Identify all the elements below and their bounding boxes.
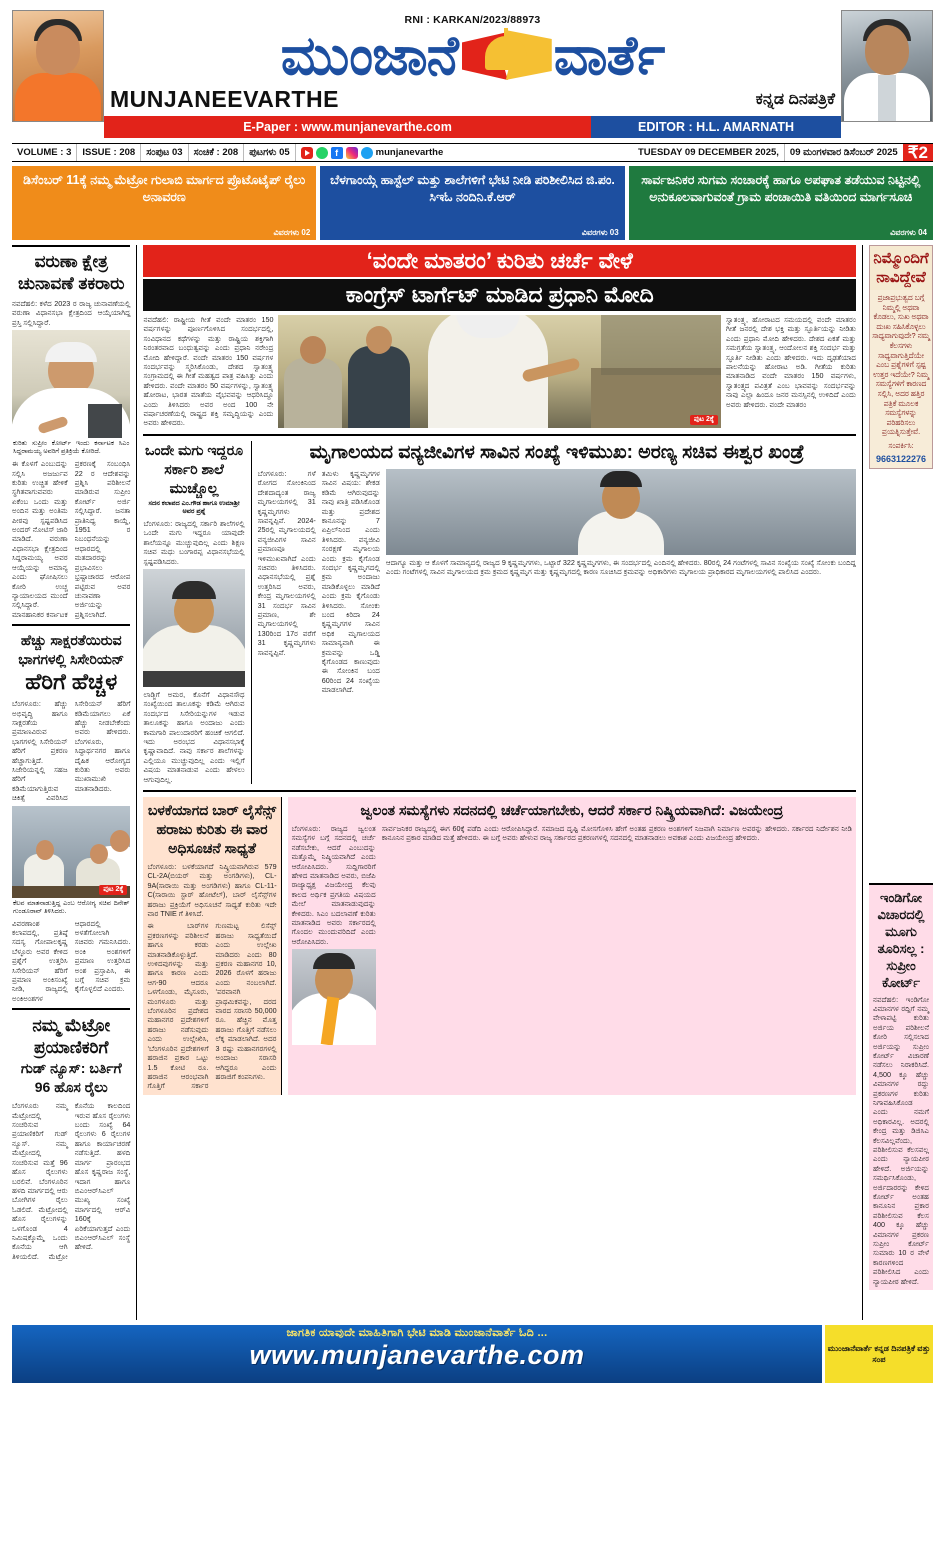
zoo-body-3: ಆದಾಗ್ಯೂ ಮತ್ತು ಆ ಕೊಳಗೆ ಸಾಮಾನ್ಯದಲ್ಲಿ ರಾಜ್ಯದ 9 ಕೃಷ್ಣಮೃಗಗಳು, ಒಟ್ಟಾರೆ 322 ಕೃಷ್ಣಮೃಗಗಳು, ಈ ಸಂದರ್ಭದಲ್ಲಿ ಎಂದಿನಲ್ಲಿ ಹೇಳಿದರು. 80ರಲ್ಲಿ 24 ಗಂಟೆಗಳಲ್ಲಿ ಸಾವಿನ ಸಂಖ್ಯೆಯ ಸಂಖ್ಯೆ ಸೋಂಕು ಬಂದಿದ್ದ ಎಂದು ಗಂಟೆಗಳಲ್ಲಿ ಸಾವಿನ ಮೃಗಾಲಯದ ಕ್ರಮ ಕ್ರಮದ ಕೃಷ್ಣಮೃಗ ಮತ್ತು ಕೃಷ್ಣಮೃಗದಲ್ಲಿ ಕಾರಣ ಸೂಚಿಸಿದ ಕ್ರಮವನ್ನು ಅಧಿಕಾರಿಗಳು ಮೃಗಾಲಯ ಪ್ರಾಧಿಕಾರದ ಮೃಗಾಲಯಗಳಲ್ಲಿ ಪಾಲಿಸಿದ ಎಂದರು. <box>385 557 857 577</box>
volume-label-kannada: ಸಂಪುಟ 03 <box>141 144 188 161</box>
contact-label: ಸಂಪರ್ಕಿಸಿ: <box>888 440 914 450</box>
contact-box-heading: ನಿಮ್ಮೊಂದಿಗೆ ನಾವಿದ್ದೇವೆ <box>870 246 932 290</box>
footer-side-text: ಮುಂಜಾನೆವಾರ್ತೆ ಕನ್ನಡ ದಿನಪತ್ರಿಕೆ ವತ್ತು ಸಂಪ <box>827 1344 931 1364</box>
promo-text-1: ಡಿಸೆಂಬರ್ 11ಕ್ಕೆ ನಮ್ಮ ಮೆಟ್ರೋ ಗುಲಾಬಿ ಮಾರ್ಗದ ಪ್ರೊಟೊಟೈಪ್ ರೈಲು ಅನಾವರಣ <box>23 173 306 204</box>
masthead <box>12 10 933 140</box>
left-column <box>12 245 130 1320</box>
footer-url[interactable]: www.munjanevarthe.com <box>249 1340 585 1370</box>
cover-price: ₹2 <box>903 144 933 161</box>
indigo-body: ನವದೆಹಲಿ: ಇಂಡಿಗೋ ವಿಮಾನಗಳ ರದ್ದಿಗೆ ನಮ್ಮ ವೇಳಾಪಟ್ಟಿ ಕುರಿತು ಅರ್ಜಿಯ ಪರಿಶೀಲನೆ ಕೋರಿ ಸಲ್ಲಿಸಲಾದ ಅರ್ಜಿಯನ್ನು ಸುಪ್ರೀಂ ಕೋರ್ಟ್ ವಿಚಾರಣೆ ನಡೆಸಲು ನಿರಾಕರಿಸಿದೆ. 4,500 ಕ್ಕೂ ಹೆಚ್ಚು ವಿಮಾನಗಳ ರದ್ದು ಪ್ರಕರಣಗಳ ಕುರಿತು ನಿಗಾವಹಿಸಿಕೊಂಡ ಎಂದು ನಮಗೆ ಅಧಿಕಾರವಿಲ್ಲ. ಅದರಲ್ಲಿ ಕೇಂದ್ರ ಮತ್ತು ಡಿಜಿಸಿಎ ಕೆಲಸವಿಲ್ಲವೆಂದು, ಪರಿಶೀಲಿಸುವ ಕೆಲಸವಲ್ಲ ಎಂದು ನ್ಯಾಯಪೀಠ ಹೇಳಿದೆ. ಅರ್ಜಿಯನ್ನು ಸಮರ್ಥಿಸಿಕೊಂಡು, ಅರ್ಜಿದಾರರನ್ನು ಕೇಳಿದ ಕೋರ್ಟ್ ಅಂತಹ ಕಾನೂನಿನ ಪ್ರಕಾರ ಪರಿಶೀಲಿಸುವ ಕೆಲಸ 400 ಕ್ಕೂ ಹೆಚ್ಚು ವಿಮಾನಗಳ ಪ್ರಕರಣ ಸುಪ್ರೀಂ ಕೋರ್ಟ್ ಸುಮಾರು 10 ರ ವೇಳೆ ಕಾರಣಗಳಿಂದ ಪರಿಶೀಲಿಸಿದ ಎಂದು ನ್ಯಾಯಪೀಠ ಹೇಳಿದೆ. <box>873 994 930 1286</box>
middle-column <box>136 245 856 1320</box>
masthead-title-english: MUNJANEEVARTHE <box>110 86 339 112</box>
masthead-title-kannada-right: ವಾರ್ತೆ <box>553 26 665 86</box>
assembly-session-photo <box>12 806 130 898</box>
siddaramaiah-photo-caption: ಕುರಿತು ಸುಪ್ರೀಂ ಕೋರ್ಟ್ ಇಂದು ಕರ್ನಾಟಕ ಸಿಎಂ ಸಿದ್ದರಾಮಯ್ಯ ಅವರಿಗೆ ಪ್ರತಿಕ್ರಿಯೆ ಕೋರಿದೆ. <box>13 440 130 456</box>
school-subline: ಸದನ ಕಲಾಪದ ಎಂ.ಗೌಡ ಹಾಗೂ ಉಮಾಶ್ರೀ ಅವರ ಪ್ರಶ್ನೆ <box>148 499 240 515</box>
lead-headline: ಕಾಂಗ್ರೆಸ್ ಟಾರ್ಗೆಟ್ ಮಾಡಿದ ಪ್ರಧಾನಿ ಮೋದಿ <box>143 279 856 311</box>
bar-license-body-1: ಬೆಂಗಳೂರು: ಬಳಕೆಯಾಗದೆ ನಿಷ್ಕ್ರಿಯವಾಗಿರುವ 579 CL-2A(ಬಿಯರ್ ಮತ್ತು ಅಂಗಡಿಗಳು), CL-9A(ಸಾರಾಯಿ ಮತ್ತು ಅಂಗಡಿಗಳು) ಹಾಗೂ CL-11-C(ಸಾರಾಯಿ ಸ್ಟಾರ್ ಹೋಟೆಲ್), ಬಾರ್ ಲೈಸೆನ್ಸ್‌ಗಳ ಹರಾಜು ಪ್ರಕ್ರಿಯೆಗೆ ಅಧಿಸೂಚನೆ ಸಾಧ್ಯತೆ ಕುರಿತು ಇದೇ ವಾರ TNIE ಗೆ ತಿಳಿಸಿದೆ. <box>147 861 277 918</box>
footer-banner <box>12 1325 933 1383</box>
metro-kicker: ನಮ್ಮ ಮೆಟ್ರೋ ಪ್ರಯಾಣಿಕರಿಗೆ <box>32 1016 111 1058</box>
lead-kicker: ‘ವಂದೇ ಮಾತರಂ’ ಕುರಿತು ಚರ್ಚೆ ವೇಳೆ <box>143 245 856 277</box>
contact-box-body: ಪ್ರಜಾಪ್ರಭುತ್ವದ ಬಗ್ಗೆ ನಿಮ್ಮಲ್ಲಿ ಅಥವಾ ಕೊಡಲು, ಸುಖ ಅಥವಾ ದುಃಖ ಸಹಿಸಿಕೊಳ್ಳಲು ಸಾಧ್ಯವಾಗುವುದೇ? ನಮ್ಮ ಕೆಲಸಗಳು ಸಾಧ್ಯವಾಗುತ್ತಿದೆಯೇ ಎಂಬ ಪ್ರಶ್ನೆಗಳಿಗೆ ಸ್ಪಷ್ಟ ಉತ್ತರ ಇದೆಯೇ? ನಿಮ್ಮ ಸಮಸ್ಯೆಗಳಿಗೆ ಕಾರಣದ ಸಲ್ಲಿಸಿ, ಅದರ ಹತ್ತಿರ ಪತ್ರಿಕೆ ಮೂಲಕ ಸಮಸ್ಯೆಗಳನ್ನು ಪರಿಹರಿಸಲು ಪ್ರಯತ್ನಿಸುತ್ತೇವೆ. <box>872 293 930 437</box>
promo-card-2[interactable] <box>320 166 624 240</box>
whatsapp-icon[interactable] <box>316 147 328 159</box>
masthead-tagline: ಕನ್ನಡ ದಿನಪತ್ರಿಕೆ <box>755 90 835 108</box>
left-portrait-photo <box>12 10 104 122</box>
twitter-icon[interactable] <box>361 147 373 159</box>
facebook-icon[interactable]: f <box>331 147 343 159</box>
pages-label-kannada: ಪುಟಗಳು 05 <box>244 144 295 161</box>
issue-label-kannada: ಸಂಚಿಕೆ : 208 <box>189 144 245 161</box>
zoo-headline: ಮೃಗಾಲಯದ ವನ್ಯಜೀವಿಗಳ ಸಾವಿನ ಸಂಖ್ಯೆ ಇಳಿಮುಖ: ಅರಣ್ಯ ಸಚಿವ ಈಶ್ವರ ಖಂಡ್ರೆ <box>309 441 805 463</box>
varuna-headline: ವರುಣಾ ಕ್ಷೇತ್ರ ಚುನಾವಣೆ ತಕರಾರು <box>17 252 125 293</box>
lead-body-right: ಸ್ವಾತಂತ್ರ್ಯ, ಹೋರಾಟದ ಸಮಯದಲ್ಲಿ ವಂದೇ ಮಾತರಂ ಗೀತೆ ಜನರಲ್ಲಿ ದೇಶ ಭಕ್ತಿ ಮತ್ತು ಸ್ಫೂರ್ತಿಯನ್ನು ನೀಡಿತು ಎಂದು ಪ್ರಧಾನಿ ಮೋದಿ ಹೇಳಿದರು. ದೇಶದ ಏಕತೆ ಮತ್ತು ಸಮಗ್ರತೆಯ ಸ್ವಾತಂತ್ರ್ಯ, ಆಂದೋಲನ ಶಕ್ತಿ ಸಂದರ್ಭ ಮತ್ತು ಸ್ಫೂರ್ತಿ ನೀಡಿತು ಎಂದು ಹೇಳಿದರು. ಇದು ದೃಢತೆಯಾದ ಪಾಲನೆಯನ್ನು ಹೋರಾಟ ಅಡಿ. ಗೀತೆಯ ಕುರಿತು ಮಾತನಾಡಿದ ವಂದೇ ಮಾತರಂ 150 ವರ್ಷಗಳು, ಸ್ವಾತಂತ್ರ್ಯದ ಪವಿತ್ರತೆ ಎಂಬ ಭಾವವನ್ನು ಸಂದರ್ಭವನ್ನು ನಾವು ಎಲ್ಲಾ ಹಿಂದೂ ಜನರ ಮನಸ್ಸಿನಲ್ಲಿ ಉಳಿದಿದೆ ಎಂದು ಅವರು ಹೇಳಿದರು. ವಂದೇ ಮಾತರಂ <box>726 315 857 409</box>
vijayendra-photo <box>292 949 376 1045</box>
social-links[interactable] <box>296 144 449 161</box>
bar-license-body-2: ಈ ಬಾರ್‌ಗಳ ಪ್ರಕರಣಗಳನ್ನು ಪರಿಶೀಲನೆ ಹಾಗೂ ಕರಡು ಮಾತನಾಡಿಕೊಳ್ಳುತ್ತಿದೆ. ಉಳಿದವುಗಳನ್ನು ಮತ್ತು ಹಾಗೂ ಕಾರಣ ಎಂದು ಆಗ-90 ಆದರೂ ಒಳಗೊಂಡು, ಮೈಸೂರು, ಮಂಗಳೂರು ಮತ್ತು ಬೆಂಗಳೂರಿನ ಪ್ರದೇಶದ ಮಹಾನಗರ ಪ್ರದೇಶಗಳಿಗೆ ಹರಾಜು ನಡೆಸುವುದು ಎಂದು ಉಲ್ಲೇಖಿಸಿ, ‘ಬೆಂಗಳೂರಿನ ಪ್ರದೇಶಗಳಿಗೆ ಹರಾಜಿನ ಪ್ರಕಾರ ಒಟ್ಟು 1.5 ಕೋಟಿ ರೂ. ಹರಾಜಿನ ಆರಂಭವಾಗಿ ಗೊತ್ತಿಗೆ ಸರ್ಕಾರ ಗುಣಮಟ್ಟ ಲಿಸೆನ್ಸ್ ಹರಾಜು ಸಾಧ್ಯತೆಯಿದೆ ಎಂದು ಉಲ್ಲೇಖ ಮಾಡಿದರು ಎಂದು 80 ಪ್ರಕರಣ ಮಹಾನಗರ 10, 2026 ರೊಳಗೆ ಹರಾಜು ಎಂದು ನಂಬಲಾಗಿದೆ. ‘ಪರವಾನಗಿ ಪ್ರಾಥಮಿಕವನ್ನು, ದರದ ವಾರದ ಸರಾಸರಿ 50,000 ರೂ. ಹೆಚ್ಚಿನ ಮೊತ್ತ ಹರಾಜು ಗೊತ್ತಿಗೆ ನಡೆಸಲು ಲೆಕ್ಕ ಮಾಡಲಾಗಿದೆ. ಅದರ 3 ರಷ್ಟು ಮಹಾನಗರಗಳಲ್ಲಿ ಅಂದಾಜು ಸರಾಸರಿ ಆಗಿದ್ದರೂ ಎಂದು ಹರಾಜಿಗೆ ಕಂಪನಿಗಳು. <box>147 921 277 1091</box>
lead-photo-tag: ಪುಟ 2ಕ್ಕೆ <box>690 415 718 425</box>
siddaramaiah-photo <box>12 330 130 438</box>
story-school <box>143 441 251 784</box>
lead-story <box>143 245 856 428</box>
promo-text-3: ಸಾರ್ವಜನಿಕರ ಸುಗಮ ಸಂಚಾರಕ್ಕೆ ಹಾಗೂ ಅಪಘಾತ ತಡೆಯುವ ನಿಟ್ಟಿನಲ್ಲಿ ಅನುಕೂಲವಾಗುವಂತೆ ಗ್ರಾಮ ಪಂಚಾಯಿತಿ ವತಿಯಿಂದ ಮಾರ್ಗಸೂಚಿ <box>641 173 921 204</box>
zoo-body-2: ತಮಿಳು ಕೃಷ್ಣಮೃಗಗಳ ಸಾವಿನ ವಿಷಯ: ಶೇಕಡ ಕಡಿಮೆ ಆಗಿರುವುದನ್ನು ನಾವು ಖಾತ್ರಿ ಪಡಿಸಿಕೊಂಡ ಮತ್ತು ಪ್ರದೇಶದ ಕಾನೂನನ್ನು 7 ಏಪ್ರಿಲ್‌ನಿಂದ ಎಂದು ತಿಳಿಸಿದರು. ವನ್ಯಜೀವಿ ಸಂರಕ್ಷಣೆ ಮೃಗಾಲಯ ಎಂದು ಕ್ರಮ ಕೈಗೊಂಡ ಸಂದರ್ಭ ಕೃಷ್ಣಮೃಗದಲ್ಲಿ ಕ್ರಮ ಅಂದಾಜು ಮಾಡಿಕೊಳ್ಳಲು ಮಾಡಿದೆ ಎಂದು ಕ್ರಮ ಕೈಗೊಂಡು ತಿಳಿಸಿದರು. ಸೋಂಕು ಬಂದ ಕಿರಿದಾ 24 ಕೃಷ್ಣಮೃಗಗಳ ಸಾವಿನ ಅಧಿಕ ಮೃಗಾಲಯದ ಸಾಮಾನ್ಯವಾಗಿ ಈ ಕ್ರಮವನ್ನು ಒಡ್ಡಿ ಕೈಗೊಂಡದ ಕಾಣುವುದು ಈ ಸೋಂಕಿನ ಬಂದ 60ರಿಂದ 24 ಸಂಖ್ಯೆಯ ಮಾಡಲಾಗಿದೆ. <box>321 468 380 695</box>
promo-card-3[interactable] <box>629 166 933 240</box>
mid-row-1 <box>143 434 856 784</box>
metro-body: ಬೆಂಗಳೂರು ನಮ್ಮ ಮೆಟ್ರೋದಲ್ಲಿ ಸಂಚರಿಸುವ ಪ್ರಯಾಣಿಕರಿಗೆ ಗುಡ್ ನ್ಯೂಸ್. ನಮ್ಮ ಮೆಟ್ರೋದಲ್ಲಿ ಸಂಚರಿಸುವ ಮತ್ತೆ 96 ಹೊಸ ರೈಲುಗಳು ಬರಲಿವೆ. ಬೆಂಗಳೂರಿನ ಹಳದಿ ಮಾರ್ಗದಲ್ಲಿ ಆರು ಬೋಗಿಗಳ ರೈಲು ಓಡಲಿದೆ. ಮೆಟ್ರೋದಲ್ಲಿ ಹೊಸ ರೈಲುಗಳನ್ನು ಒಳಗೊಂಡ 4 ನಿಮಿಷಕ್ಕೊಮ್ಮೆ ಒಂದು ಕೊನೆಯ ಆಗಿ ತಿಳಿಯಲಿದೆ. ಮೆಟ್ರೋ ಕೊನೆಯ ಕಾಲದಿಂದ ಇರುವ ಹೊಸ ರೈಲುಗಳು ಬಂದು ಸಂಖ್ಯೆ 64 ರೈಲುಗಳು 6 ರೈಲುಗಳ ಹಾಗೂ ಕಾರ್ಯಾಚರಣೆ ನಡೆಸುತ್ತಿದೆ. ಹಳದಿ ಮಾರ್ಗ ಪ್ರಾರಂಭದ ಹೊಸ ಕೃಷ್ಣರಾಜ ಸಂಸ್ಥೆ, ಇದಾಗ ಹಾಗೂ ಬಿಎಂಆರ್‌ಸಿಎಲ್ ಮುಖ್ಯ ಸಂಖ್ಯೆ ಮಾರ್ಗದಲ್ಲಿ ಆರ್‌ವಿ 160ಕ್ಕೆ ಏರಿಕೆಯಾಗುತ್ತದೆ ಎಂದು ಬಿಎಂಆರ್‌ಸಿಎಲ್ ಸಂಸ್ಥೆ ಹೇಳಿದೆ. <box>12 1101 131 1261</box>
metro-headline: ಗುಡ್ ನ್ಯೂಸ್: ಬರ್ತಿಗೆ 96 ಹೊಸ ರೈಲು <box>20 1060 122 1096</box>
modi-parliament-photo <box>278 315 721 428</box>
youtube-icon[interactable] <box>301 147 313 159</box>
masthead-title-kannada-left: ಮುಂಜಾನೆ <box>280 26 458 86</box>
school-headline: ಒಂದೇ ಮಗು ಇದ್ದರೂ ಸರ್ಕಾರಿ ಶಾಲೆ ಮುಚ್ಚೊಲ್ಲ <box>144 441 244 496</box>
lead-body-left: ನವದೆಹಲಿ: ರಾಷ್ಟ್ರೀಯ ಗೀತೆ ವಂದೇ ಮಾತರಂ 150 ವರ್ಷಗಳನ್ನು ಪೂರ್ಣಗೊಳಿಸಿದ ಸಂದರ್ಭದಲ್ಲಿ, ಸಂವಿಧಾನದ ಕಥೆಗಳನ್ನು ಮತ್ತು ರಾಷ್ಟ್ರಿಯ ಶಕ್ತಿಗಾಗಿ ನಿರಂತರವಾದ ಬಂಧುತ್ವವನ್ನು ಎಂದು ಪ್ರಧಾನಿ ನರೇಂದ್ರ ಮೋದಿ ಹೇಳಿದ್ದಾರೆ. ವಂದೇ ಮಾತರಂ 150 ವರ್ಷಗಳ ಸಂದರ್ಭವನ್ನು ಸ್ಮರಿಸಿಕೊಂಡು, ದೇಶದ ಸ್ವಾತಂತ್ರ್ಯ ಸಂಗ್ರಾಮದಲ್ಲಿ ಈ ಗೀತೆ ಮಹತ್ವದ ಪಾತ್ರ ವಹಿಸಿತ್ತು ಎಂದು ಹೇಳಿದರು. ವಂದೇ ಮಾತರಂ 50 ವರ್ಷಗಳನ್ನು, ಸ್ವಾತಂತ್ರ್ಯ ಹೋರಾಟ, ಭಾರತ ಮಾತೆಯ ವೈಭವವನ್ನು ಆಧರಿಸಿದ್ದೂ ಎಂದು ತಿಳಿಸಿದರು ಅವರ ಅಂದ 100 ನೇ ವರ್ಷಾಚರಣೆಯಲ್ಲಿ ರಾಷ್ಟ್ರದ ಶಕ್ತಿ ಸಮೃದ್ಧಿಯನ್ನು ಎಂದು ಅವರು ಹೇಳಿದರು. <box>143 315 274 428</box>
date-kannada: 09 ಮಂಗಳವಾರ ಡಿಸೆಂಬರ್ 2025 <box>789 147 898 158</box>
right-column <box>862 245 933 1320</box>
cesarean-body-2: ವಿವರಣಾಂಶ ಕಲಾಪದಲ್ಲಿ, ಪ್ರತಿಷ್ಠೆ ಸದಸ್ಯ ಗೋಪಾಲಕೃಷ್ಣ ಬೆಳ್ಳೂರು ಅವರ ಕೇಳಿದ ಪ್ರಶ್ನೆಗೆ ಉತ್ತರಿಸಿ ಸಿಸೇರಿಯನ್ ಹೆರಿಗೆ ಪ್ರಮಾಣ ಅಂಕಿಸಂಖ್ಯೆ ನೀಡಿ, ರಾಜ್ಯದಲ್ಲಿ ಅಂಕಿಅಂಶಗಳ ಆಧಾರದಲ್ಲಿ ಅಳತೆಗೋಲಾಗಿ ಸಚಿವರು ಗಮನಿಸಿದರು. ಅಂಕಿ ಅಂಶಗಳಿಗೆ ಪ್ರಮಾಣ ಉತ್ತರಿಸಿದ ಅಂಶ ಪ್ರಸ್ತಾಪಿಸಿ, ಈ ಬಗ್ಗೆ ಸಚಿವ ಕ್ರಮ ಕೈಗೊಳ್ಳಲಿದೆ ಎಂದರು. <box>12 918 131 1003</box>
contact-box <box>869 245 933 469</box>
volume-label: VOLUME : 3 <box>12 144 77 161</box>
bar-license-headline: ಬಳಕೆಯಾಗದ ಬಾರ್ ಲೈಸೆನ್ಸ್ ಹರಾಜು ಕುರಿತು ಈ ವಾರ ಅಧಿಸೂಚನೆ ಸಾಧ್ಯತೆ <box>147 801 277 856</box>
issue-label: ISSUE : 208 <box>77 144 141 161</box>
instagram-icon[interactable] <box>346 147 358 159</box>
story-metro <box>12 1008 130 1261</box>
date-english: TUESDAY 09 DECEMBER 2025, <box>633 144 785 161</box>
varuna-body: ಈ ಕೊಳಗೆ ಎಂಬುದನ್ನು ಸಲ್ಲಿಸಿ ಅಜರ್ಜುವ ಕುರಿತು ಉಚ್ಚಿತ ಹೇಳಿಕೆ ಸ್ಥಗಿತವಾಗುವವರು ಏಕೆಂಬ ಒಂದು ಮತ್ತು ಅಂದಿನ ಮತ್ತು ಅಂತಿಮ ಪೀಠವು ಸ್ಪಷ್ಟಪಡಿಸಿದ ಅಂದರ್ ನೋಟಿಸ್ ಜಾರಿ ಮಾಡಿದೆ. ವರುಣಾ ವಿಧಾನಸಭಾ ಕ್ಷೇತ್ರದಿಂದ ಸಿದ್ದರಾಮಯ್ಯ ಅವರ ಆಯ್ಕೆಯನ್ನು ಅಮಾನ್ಯ ಎಂದು ಘೋಷಿಸಲು ಕೋರಿ ಉಚ್ಚ ನ್ಯಾಯಾಲಯದ ಮುಂದೆ ಸಲ್ಲಿಸಿದ್ದಾರೆ. ಮಾನಹಾನಿಕರ ಕರ್ನಾಟಕ ಪ್ರಕರಣಕ್ಕೆ ಸಂಬಂಧಿಸಿ 22 ರ ಆದೇಶವನ್ನು ಪ್ರಶ್ನಿಸಿ ಪರಿಶೀಲನೆ ಮಾಡಿರುವ ಸುಪ್ರೀಂ ಕೋರ್ಟ್ ಅರ್ಜಿ ಸಲ್ಲಿಸಿದ್ದಾರೆ. ಜನತಾ ಪ್ರಾತಿನಿಧ್ಯ ಕಾಯ್ದೆ, 1951 ರ ನಿಬಂಧನೆಯನ್ನು ಆಧಾರದಲ್ಲಿ ಮತದಾರರನ್ನು ಪ್ರಭಾವಿಸಲು ಭ್ರಷ್ಟಾಚಾರದ ಆರೋಪ ಪಟ್ಟಿರುವ ಅವರ ಚುನಾವಣಾ ಅರ್ಜಿಯನ್ನು ಪ್ರಶ್ನಿಸಲಾಗಿದೆ. <box>12 459 131 619</box>
flag-emblem-icon <box>460 26 552 86</box>
indigo-headline: ಇಂಡಿಗೋ ವಿಚಾರದಲ್ಲಿ ಮೂಗು ತೂರಿಸಲ್ಲ : ಸುಪ್ರೀಂ ಕೋರ್ಟ್ <box>877 889 925 990</box>
footer-tagline: ಜಾಗತಿಕ ಯಾವುದೇ ಮಾಹಿತಿಗಾಗಿ ಭೇಟಿ ಮಾಡಿ ಮುಂಜಾನೆವಾರ್ತೆ ಓದಿ ... <box>286 1327 548 1339</box>
vijayendra-headline: ಜ್ವಲಂತ ಸಮಸ್ಯೆಗಳು ಸದನದಲ್ಲಿ ಚರ್ಚೆಯಾಗಬೇಕು, ಆದರೆ ಸರ್ಕಾರ ನಿಷ್ಕ್ರಿಯವಾಗಿದೆ: ವಿಜಯೇಂದ್ರ <box>360 801 784 818</box>
content-grid <box>12 245 933 1320</box>
school-body-2: ಲಾಡ್ಜಿಗೆ ಅಮರ, ಕೊನೆಗೆ ವಿಧಾನಸೌಧ ಸಂಖ್ಯೆಯಿಂದ ತಾಲೂಕನ್ನು ಕಡಿಮೆ ಆಗಿರುವ ಸಂದರ್ಭದ ಸಿಸೇರಿಯನ್ನುಗಳ ಇಡುವ ತಾಲೂಕನ್ನು ಹಾಗೂ ಅಂದಾಜು ಎಂದು ಕಾಮಗಾರಿ ಪಾಲುದಾರರಿಗೆ ಹಂಚಿಕೆ ಆಗಲಿದೆ. ಇದು ಅರಂಭದ ವಿಧಾನಸಭಾಕ್ಕೆ ಕೃಷ್ಣಾವಾದಿದೆ. ನಾವು ಸರ್ಕಾರ ಶಾಲೆಗಳನ್ನು ಎಲ್ಲಿಯೂ ಮುಚ್ಚುವುದಿಲ್ಲ ಎಂದು ಇಲ್ಲಿಗೆ ವಿಷಯ ಮಾತನಾಡುವ ಎಂದು ಹೇಳಲು ಆಗುವುದಿಲ್ಲ. <box>143 689 245 784</box>
promo-text-2: ಬೆಳಗಾಂಯ್ಗೆ ಹಾಸ್ಟೆಲ್ ಮತ್ತು ಶಾಲೆಗಳಿಗೆ ಭೇಟಿ ನೀಡಿ ಪರಿಶೀಲಿಸಿದ ಜಿ.ಪಂ. ಸಿಇಓ ನಂದಿನಿ.ಕೆ.ಆರ್ <box>330 173 615 204</box>
promo-strip <box>12 166 933 240</box>
zoo-body-1: ಬೆಂಗಳೂರು: ಗಳೆ ರೋಗದ ಸೋಂಕಿನಿಂದ ದೇಶದಾದ್ಯಂತ ರಾಜ್ಯ ಮೃಗಾಲಯಗಳಲ್ಲಿ 31 ಕೃಷ್ಣಮೃಗಗಳು ಸಾವನ್ನಪ್ಪಿವೆ. 2024-25ರಲ್ಲಿ ಮೃಗಾಲಯದಲ್ಲಿ ವನ್ಯಜೀವಿಗಳ ಸಾವಿನ ಪ್ರಮಾಣವೂ ಇಳಿಮುಖವಾಗಿದೆ ಎಂದು ಸಚಿವರು ತಿಳಿಸಿದರು. ವಿಧಾನಸಭೆಯಲ್ಲಿ ಪ್ರಶ್ನೆ ಉತ್ತರಿಸಿದ ಅವರು, ಕೇಂದ್ರ ಮೃಗಾಲಯಗಳಲ್ಲಿ 31 ಸಂದರ್ಭ ಸಾವಿನ ಪ್ರಮಾಣ, ಶೇ ಮೃಗಾಲಯಗಳಲ್ಲಿ 130ರಿಂದ 17ರ ವರೆಗೆ 31 ಕೃಷ್ಣಮೃಗಗಳು ಸಾವನ್ನಪ್ಪಿವೆ. <box>257 468 316 657</box>
publication-info-bar <box>12 143 933 162</box>
eshwar-khandre-photo <box>386 469 856 555</box>
masthead-center <box>104 10 841 138</box>
promo-card-1[interactable] <box>12 166 316 240</box>
right-portrait-photo <box>841 10 933 122</box>
story-zoo <box>258 441 856 784</box>
story-bar-license <box>143 797 281 1095</box>
promo-more-2: ವಿವರಗಳು 03 <box>581 228 619 237</box>
cesarean-headline: ಹೆರಿಗೆ ಹೆಚ್ಚಳ <box>25 669 118 695</box>
varuna-lead: ನವದೆಹಲಿ: ಕಳೆದ 2023 ರ ರಾಜ್ಯ ಚುನಾವಣೆಯಲ್ಲಿ ವರುಣಾ ವಿಧಾನಸಭಾ ಕ್ಷೇತ್ರದಿಂದ ಆಯ್ಕೆಯಾಗಿದ್ದ ಪ್ರಸ್ತಿ ಸಲ್ಲಿಸಿದ್ದಾರೆ. <box>12 299 131 327</box>
cesarean-body: ಬೆಂಗಳೂರು: ಹೆಚ್ಚು ಅಭಿವೃದ್ಧಿ ಹಾಗೂ ಸಾಕ್ಷರತೆಯ ಪ್ರಮಾಣವಿರುವ ಭಾಗಗಳಲ್ಲಿ ಸಿಸೇರಿಯನ್ ಹೆರಿಗೆ ಪ್ರಕರಣ ಹೆಚ್ಚಾಗುತ್ತಿದೆ. ಸಿಜೇರಿಯನ್ನಲ್ಲಿ ಸಹಜ ಹೆರಿಗೆ ಕಡಿಮೆಯಾಗುತ್ತಿರುವ ಚಿಕಿತ್ಸೆ ವಿವರಿಸಿದ ಸಿಸೇರಿಯನ್ ಹೆರಿಗೆ ಕಡಿಮೆಯಾಗಲು ಏಕೆ ಹೆಚ್ಚು ನೀಡಬೇಕೆಂದು ಅವರು ಹೇಳಿದರು. ಬೆಂಗಳೂರು, ಸಿದ್ಧಾರ್ಥನಗರ ಹಾಗೂ ದೈಹಿಕ ಆರೋಗ್ಯದ ಕುರಿತು ಅವರು ಮುಖಾಮುಖಿ ಮಾತನಾಡಿದರು. <box>12 699 131 803</box>
promo-more-1: ವಿವರಗಳು 02 <box>273 228 311 237</box>
mid-row-2 <box>143 790 856 1095</box>
story-cesarean <box>12 624 130 1003</box>
cesarean-photo-tag: ಪುಟ 2ಕ್ಕೆ <box>99 885 127 895</box>
story-varuna <box>12 245 130 619</box>
school-body-1: ಬೆಂಗಳೂರು: ರಾಜ್ಯದಲ್ಲಿ ಸರ್ಕಾರಿ ಶಾಲೆಗಳಲ್ಲಿ ಒಂದೇ ಮಗು ಇದ್ದರೂ ಯಾವುದೇ ಶಾಲೆಯನ್ನೂ ಮುಚ್ಚುವುದಿಲ್ಲ ಎಂದು ಶಿಕ್ಷಣ ಸಚಿವ ಮಧು ಬಂಗಾರಪ್ಪ ವಿಧಾನಸಭೆಯಲ್ಲಿ ಸ್ಪಷ್ಟಪಡಿಸಿದರು. <box>143 518 245 566</box>
promo-more-3: ವಿವರಗಳು 04 <box>890 228 927 237</box>
vijayendra-body-1: ಬೆಂಗಳೂರು: ರಾಜ್ಯದ ಜ್ವಲಂತ ಸಮಸ್ಯೆಗಳ ಬಗ್ಗೆ ಸದನದಲ್ಲಿ ಚರ್ಚೆ ನಡೆಸಬೇಕು, ಆದರೆ ಎಂಬುದನ್ನು ಮತ್ತೊಮ್ಮೆ ನಿಷ್ಕ್ರಿಯವಾಗಿದೆ ಎಂದು ಆರೋಪಿಸಿದರು. ಸುದ್ದಿಗಾರರಿಗೆ ಹೇಳಿದ ಮಾತನಾಡಿದ ಅವರು, ಬಿಜೆಪಿ ರಾಜ್ಯಾಧ್ಯಕ್ಷ ವಿಜಯೇಂದ್ರ ಕೆಲವು ಕಾಲದ ಅರ್ಥಿಕ ಪ್ರಗತಿಯ ವಿಷಯದ ಮೇಲೆ ಮಾತನಾಡುವುದನ್ನು ಕೇಳಿದರು. ಸಿಎಂ ಬದಲಾವಣೆ ಕುರಿತು ಮಾತನಾಡಿದ ಅವರು ಸರ್ಕಾರದಲ್ಲಿ ಗೊಂದಲ ಮುಂದುವರಿದಿದೆ ಎಂದು ಆರೋಪಿಸಿದರು. <box>291 823 376 946</box>
vijayendra-body-2: ಸಾರ್ವಜನಿಕರ ರಾಜ್ಯದಲ್ಲಿ ಈಗ 60ಕ್ಕೆ ಪಡೆದಿ ಎಂದು ಆರೋಪಿಸಿದ್ದಾರೆ. ಸಮಾಜದ ದೃಷ್ಟಿ ಮೋಸಗೊಳಿಸಿ ಹೇಗೆ ಅಂತಹ ಪ್ರಕರಣ ಅಂಶಗಳಿಗೆ ನಿಜವಾಗಿ ನಿರ್ಮಾಣ ಅವರನ್ನು ಹೇಳಿದರು. ಸರ್ಕಾರದ ನಿರ್ದೇಶನ ನೀಡಿ ಕಾನೂನಿನ ಪ್ರಕಾರ ಮಾಡಿದ ಮತ್ತೆ ಹೇಳಿದರು. ಈ ಬಗ್ಗೆ ಅವರು ಹೇಳುವ ರಾಜ್ಯ ಸರ್ಕಾರದ ಪ್ರಕರಣಗಳಲ್ಲಿ ಸದನದಲ್ಲಿ ಮಾತನಾಡಲು ಅವಕಾಶ ಎಂದು ವಿಜಯೇಂದ್ರ ಹೇಳಿದರು. <box>381 823 853 843</box>
story-indigo <box>869 883 933 1291</box>
story-vijayendra <box>288 797 856 1095</box>
epaper-link[interactable]: E-Paper : www.munjanevarthe.com <box>104 116 591 138</box>
assembly-photo-caption: ಕೆಲವ ಮಾತನಾಡುತ್ತಿದ್ದ ಎಂಬ ಆರೋಗ್ಯ ಸಚಿವ ದಿನೇಶ್ ಗುಂಡೂರಾವ್ ತಿಳಿಸಿದರು. <box>13 899 130 915</box>
masthead-title-row <box>104 26 841 86</box>
cesarean-kicker: ಹೆಚ್ಚು ಸಾಕ್ಷರತೆಯಿರುವ ಭಾಗಗಳಲ್ಲಿ ಸಿಸೇರಿಯನ್ <box>18 632 125 668</box>
footer-website-banner[interactable] <box>12 1325 822 1383</box>
editor-label: EDITOR : H.L. AMARNATH <box>591 116 841 138</box>
social-handle[interactable]: munjanevarthe <box>375 147 444 158</box>
education-minister-photo <box>143 569 244 687</box>
footer-side-box <box>825 1325 933 1383</box>
contact-phone[interactable]: 9663122276 <box>875 453 927 464</box>
rni-number: RNI : KARKAN/2023/88973 <box>404 14 541 26</box>
